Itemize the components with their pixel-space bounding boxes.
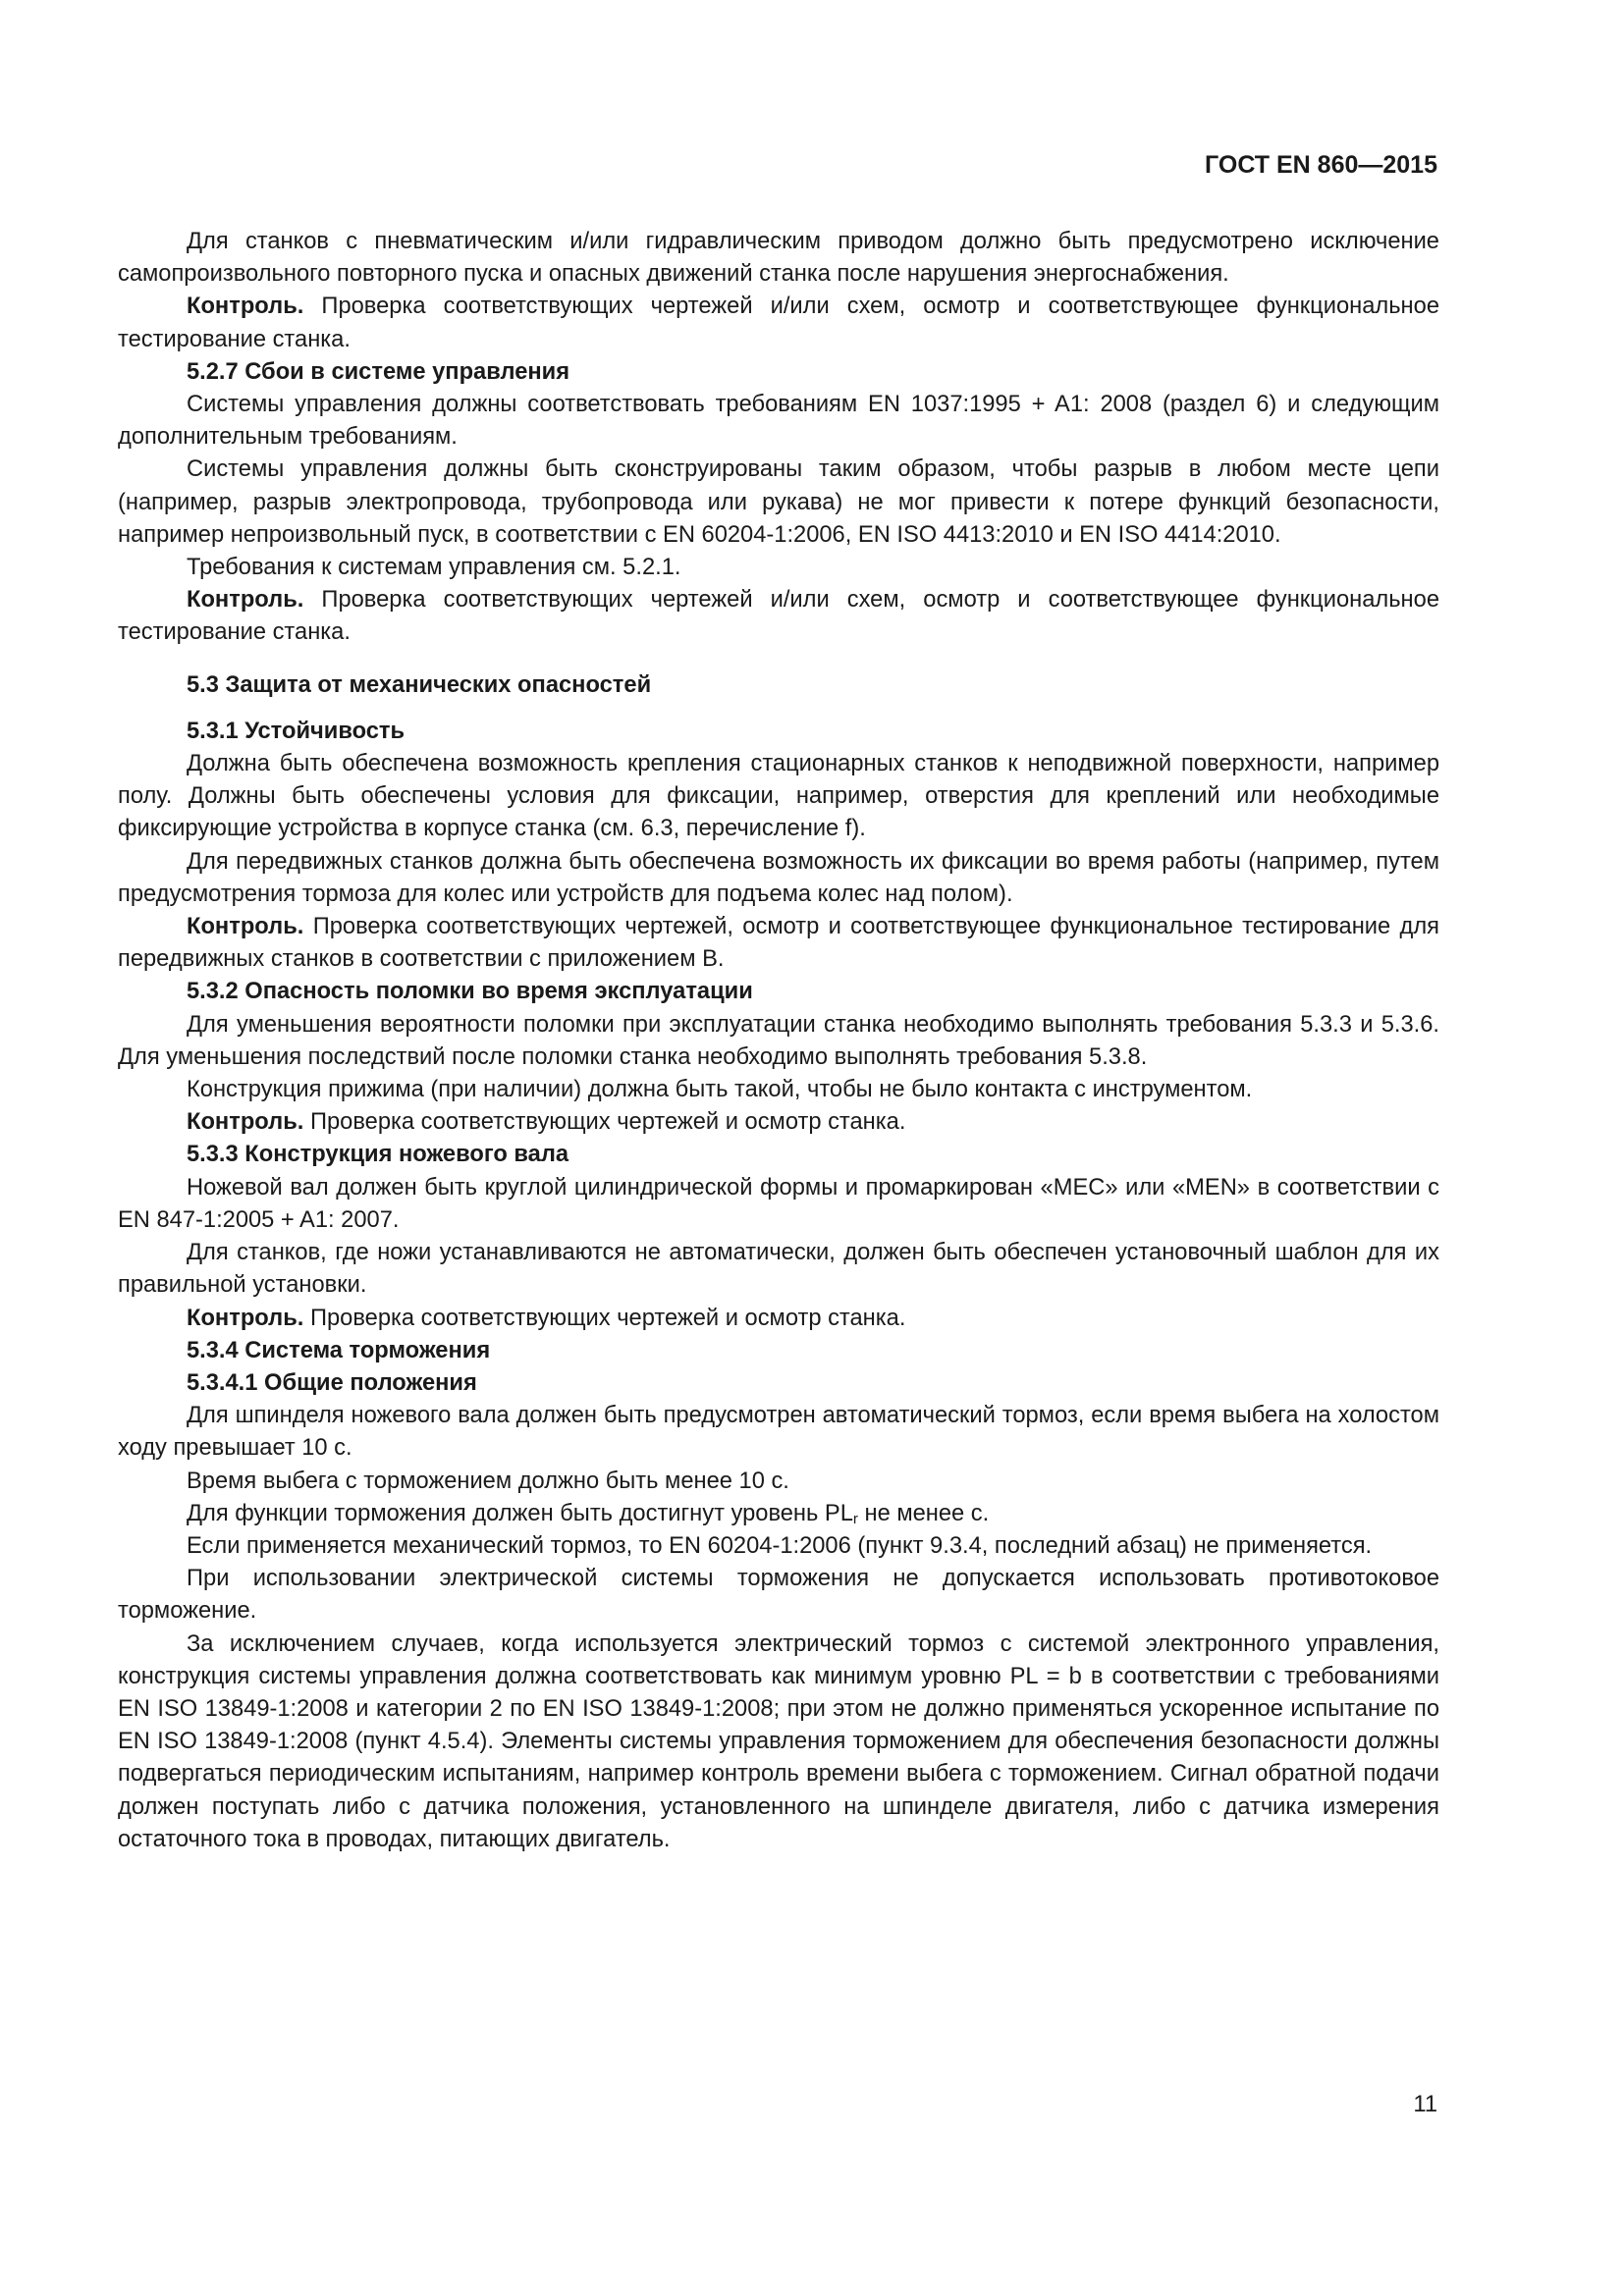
control-paragraph bbox=[118, 584, 1439, 649]
paragraph: Требования к системам управления см. 5.2.1. bbox=[187, 555, 681, 581]
section-heading-5-3-4: 5.3.4 Система торможения bbox=[187, 1337, 491, 1363]
page-content bbox=[118, 226, 1439, 1856]
control-paragraph bbox=[118, 291, 1439, 355]
control-label: Контроль. bbox=[187, 914, 304, 940]
control-paragraph bbox=[118, 911, 1439, 976]
pl-subscript: r bbox=[852, 1510, 858, 1527]
paragraph: Для станков, где ножи устанавливаются не автоматически, должен быть обеспечен установочный шаблон для их правильной установки. bbox=[118, 1240, 1439, 1299]
paragraph: Для шпинделя ножевого вала должен быть предусмотрен автоматический тормоз, если время выбега на холостом ходу превышает 10 с. bbox=[118, 1403, 1439, 1462]
section-heading-5-3: 5.3 Защита от механических опасностей bbox=[187, 671, 652, 698]
control-text: Проверка соответствующих чертежей, осмотр и соответствующее функциональное тестирование для передвижных станков в соответствии с приложением В. bbox=[118, 914, 1439, 973]
paragraph-pl-level bbox=[118, 1498, 1439, 1530]
document-header: ГОСТ EN 860—2015 bbox=[1205, 151, 1437, 179]
section-heading-5-3-3: 5.3.3 Конструкция ножевого вала bbox=[187, 1142, 569, 1168]
control-label: Контроль. bbox=[187, 587, 304, 614]
paragraph: Для передвижных станков должна быть обеспечена возможность их фиксации во время работы (например, путем предусмотрения тормоза для колес или устройств для подъема колес над полом). bbox=[118, 848, 1439, 907]
paragraph: Конструкция прижима (при наличии) должна быть такой, чтобы не было контакта с инструментом. bbox=[187, 1077, 1253, 1103]
section-heading-5-3-4-1: 5.3.4.1 Общие положения bbox=[187, 1369, 477, 1396]
paragraph: При использовании электрической системы торможения не допускается использовать противотоковое торможение. bbox=[118, 1566, 1439, 1625]
paragraph: Системы управления должны быть сконструированы таким образом, чтобы разрыв в любом месте цепи (например, разрыв электропровода, трубопровода или рукава) не мог привести к потере функций безопасности, например непроизвольный пуск, в соответствии с EN 60204-1:2006, EN ISO 4413:2010 и EN ISO 4414:2010. bbox=[118, 456, 1439, 548]
paragraph: Должна быть обеспечена возможность крепления стационарных станков к неподвижной поверхности, например полу. Должны быть обеспечены условия для фиксации, например, отверстия для креплений или необходимые фиксирующие устройства в корпусе станка (см. 6.3, перечисление f). bbox=[118, 751, 1439, 842]
control-text: Проверка соответствующих чертежей и осмотр станка. bbox=[303, 1305, 906, 1331]
pl-text-end: не менее с. bbox=[857, 1500, 990, 1526]
control-label: Контроль. bbox=[187, 1305, 304, 1331]
paragraph: За исключением случаев, когда используется электрический тормоз с системой электронного управления, конструкция системы управления должна соответствовать как минимум уровню PL = b в соответствии с требованиями EN ISO 13849-1:2008 и категории 2 по EN ISO 13849-1:2008; при этом не должно применяться ускоренное испытание по EN ISO 13849-1:2008 (пункт 4.5.4). Элементы системы управления торможением для обеспечения безопасности должны подвергаться периодическим испытаниям, например контроль времени выбега с торможением. Сигнал обратной подачи должен поступать либо с датчика положения, установленного на шпинделе двигателя, либо с датчика измерения остаточного тока в проводах, питающих двигатель. bbox=[118, 1630, 1439, 1852]
section-heading-5-3-2: 5.3.2 Опасность поломки во время эксплуатации bbox=[187, 979, 753, 1005]
section-heading-5-3-1: 5.3.1 Устойчивость bbox=[187, 718, 406, 744]
paragraph: Ножевой вал должен быть круглой цилиндрической формы и промаркирован «МЕС» или «MEN» в соответствии с EN 847-1:2005 + A1: 2007. bbox=[118, 1174, 1439, 1233]
paragraph: Для станков с пневматическим и/или гидравлическим приводом должно быть предусмотрено исключение самопроизвольного повторного пуска и опасных движений станка после нарушения энергоснабжения. bbox=[118, 229, 1439, 288]
section-heading-5-2-7: 5.2.7 Сбои в системе управления bbox=[187, 358, 570, 385]
paragraph: Для уменьшения вероятности поломки при эксплуатации станка необходимо выполнять требования 5.3.3 и 5.3.6. Для уменьшения последствий после поломки станка необходимо выполнять требования 5.3.8. bbox=[118, 1011, 1439, 1070]
control-label: Контроль. bbox=[187, 1109, 304, 1136]
control-text: Проверка соответствующих чертежей и/или схем, осмотр и соответствующее функциональное тестирование станка. bbox=[118, 587, 1439, 646]
control-label: Контроль. bbox=[187, 294, 304, 320]
control-paragraph bbox=[118, 1106, 1439, 1139]
control-text: Проверка соответствующих чертежей и осмотр станка. bbox=[303, 1109, 906, 1136]
control-text: Проверка соответствующих чертежей и/или схем, осмотр и соответствующее функциональное тестирование станка. bbox=[118, 294, 1439, 352]
control-paragraph bbox=[118, 1303, 1439, 1335]
paragraph: Системы управления должны соответствовать требованиям EN 1037:1995 + A1: 2008 (раздел 6) и следующим дополнительным требованиям. bbox=[118, 392, 1439, 451]
pl-text: Для функции торможения должен быть достигнут уровень PL bbox=[187, 1500, 853, 1526]
paragraph: Если применяется механический тормоз, то EN 60204-1:2006 (пункт 9.3.4, последний абзац) не применяется. bbox=[187, 1532, 1373, 1559]
paragraph: Время выбега с торможением должно быть менее 10 с. bbox=[187, 1468, 789, 1494]
page-number: 11 bbox=[1413, 2092, 1437, 2117]
